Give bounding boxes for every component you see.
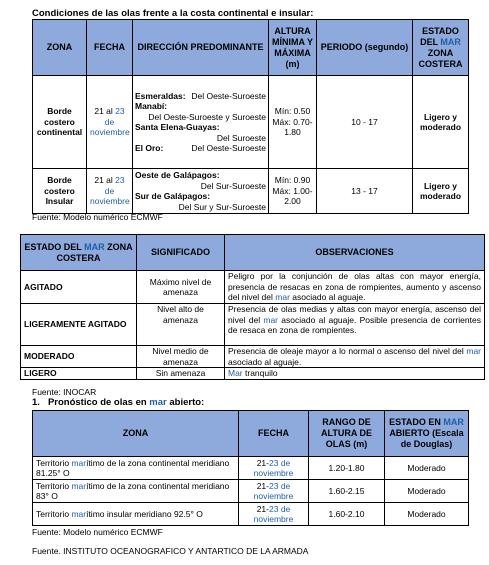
header-direccion: DIRECCIÓN PREDOMINANTE xyxy=(133,20,269,76)
observaciones-cell: Mar tranquilo xyxy=(225,368,485,380)
section3-source: Fuente: Modelo numérico ECMWF xyxy=(32,527,163,537)
estado-cell: LIGERO xyxy=(21,368,137,380)
coastal-conditions-table-wrap xyxy=(32,19,469,214)
significado-cell: Nivel alto de amenaza xyxy=(137,304,225,346)
observaciones-cell: Presencia de oleaje mayor a lo normal o ascenso del nivel del mar asociado al aguaje. xyxy=(225,346,485,368)
periodo-cell: 10 - 17 xyxy=(317,76,413,169)
rango-cell: 1.60-2.10 xyxy=(309,503,385,526)
section3-title: 1. Pronóstico de olas en mar abierto: xyxy=(32,397,205,408)
estado-cell: Ligero y moderado xyxy=(413,76,469,169)
fecha-cell: 21-23 de noviembre xyxy=(239,480,309,503)
open-sea-table-wrap xyxy=(32,410,469,526)
zona-cell: Territorio marítimo de la zona continental meridiano 81.25° O xyxy=(33,457,239,480)
significado-cell: Máximo nivel de amenaza xyxy=(137,271,225,304)
header-zona: ZONA xyxy=(33,411,239,457)
zona-cell: Borde costero continental xyxy=(33,76,87,169)
footer-source: Fuente. INSTITUTO OCEANOGRAFICO Y ANTARTICO DE LA ARMADA xyxy=(32,546,309,556)
zona-cell: Territorio marítimo insular meridiano 92.5° O xyxy=(33,503,239,526)
estado-cell: Moderado xyxy=(385,457,469,480)
fecha-cell: 21 al 23 de noviembre xyxy=(87,76,133,169)
table-row xyxy=(21,346,485,368)
direccion-cell xyxy=(133,76,269,169)
direccion-cell xyxy=(133,169,269,214)
direccion-item: Sur de Galápagos: Del Sur y Sur-Suroeste xyxy=(135,191,266,212)
direccion-item: Esmeraldas: Del Oeste-Suroeste xyxy=(135,90,266,101)
significado-cell: Sin amenaza xyxy=(137,368,225,380)
section1-source: Fuente: Modelo numérico ECMWF xyxy=(32,212,163,222)
sea-state-table xyxy=(20,234,485,380)
open-sea-table xyxy=(32,410,469,526)
header-observaciones: OBSERVACIONES xyxy=(225,235,485,271)
direccion-item: El Oro: Del Oeste-Suroeste xyxy=(135,143,266,153)
header-significado: SIGNIFICADO xyxy=(137,235,225,271)
significado-cell: Nivel medio de amenaza xyxy=(137,346,225,368)
estado-cell: Moderado xyxy=(385,480,469,503)
rango-cell: 1.20-1.80 xyxy=(309,457,385,480)
table-row xyxy=(21,304,485,346)
estado-cell: Moderado xyxy=(385,503,469,526)
periodo-cell: 13 - 17 xyxy=(317,169,413,214)
fecha-cell: 21 al 23 de noviembre xyxy=(87,169,133,214)
observaciones-cell: Presencia de olas medias y altas con mayor energía, ascenso del nivel del mar asociado al aguaje. Posible presencia de corrientes de resaca en zona de rompientes. xyxy=(225,304,485,346)
header-fecha: FECHA xyxy=(239,411,309,457)
sea-state-table-wrap xyxy=(20,234,485,380)
direccion-item: Oeste de Galápagos: Del Sur-Suroeste xyxy=(135,170,266,191)
header-estado: ESTADO DEL MAR ZONA COSTERA xyxy=(413,20,469,76)
header-zona: ZONA xyxy=(33,20,87,76)
direccion-item: Santa Elena-Guayas: Del Suroeste xyxy=(135,122,266,143)
estado-cell: LIGERAMENTE AGITADO xyxy=(21,304,137,346)
table-row xyxy=(33,457,469,480)
section2-source: Fuente: INOCAR xyxy=(32,387,97,397)
fecha-cell: 21-23 de noviembre xyxy=(239,457,309,480)
estado-cell: Ligero y moderado xyxy=(413,169,469,214)
zona-cell: Borde costero Insular xyxy=(33,169,87,214)
observaciones-cell: Peligro por la conjunción de olas altas con mayor energía, presencia de resacas en zona de rompientes, aumento y ascenso del nivel del mar asociado al aguaje. xyxy=(225,271,485,304)
table-row xyxy=(33,169,469,214)
header-rango: RANGO DE ALTURA DE OLAS (m) xyxy=(309,411,385,457)
header-periodo: PERIODO (segundo) xyxy=(317,20,413,76)
header-estado: ESTADO EN MAR ABIERTO (Escala de Douglas) xyxy=(385,411,469,457)
direccion-item: Manabí: Del Oeste-Suroeste y Suroeste xyxy=(135,101,266,122)
table-row xyxy=(33,480,469,503)
header-estado: ESTADO DEL MAR ZONA COSTERA xyxy=(21,235,137,271)
estado-cell: MODERADO xyxy=(21,346,137,368)
estado-cell: AGITADO xyxy=(21,271,137,304)
table-row xyxy=(21,368,485,380)
table-row xyxy=(21,271,485,304)
coastal-conditions-table xyxy=(32,19,469,214)
section1-title: Condiciones de las olas frente a la costa continental e insular: xyxy=(32,8,314,19)
header-altura: ALTURA MÍNIMA Y MÁXIMA (m) xyxy=(269,20,317,76)
zona-cell: Territorio marítimo de la zona continental meridiano 83° O xyxy=(33,480,239,503)
fecha-cell: 21-23 de noviembre xyxy=(239,503,309,526)
rango-cell: 1.60-2.15 xyxy=(309,480,385,503)
table-row xyxy=(33,76,469,169)
header-fecha: FECHA xyxy=(87,20,133,76)
altura-cell: Mín: 0.90 Máx: 1.00-2.00 xyxy=(269,169,317,214)
altura-cell: Mín: 0.50 Máx: 0.70-1.80 xyxy=(269,76,317,169)
table-row xyxy=(33,503,469,526)
